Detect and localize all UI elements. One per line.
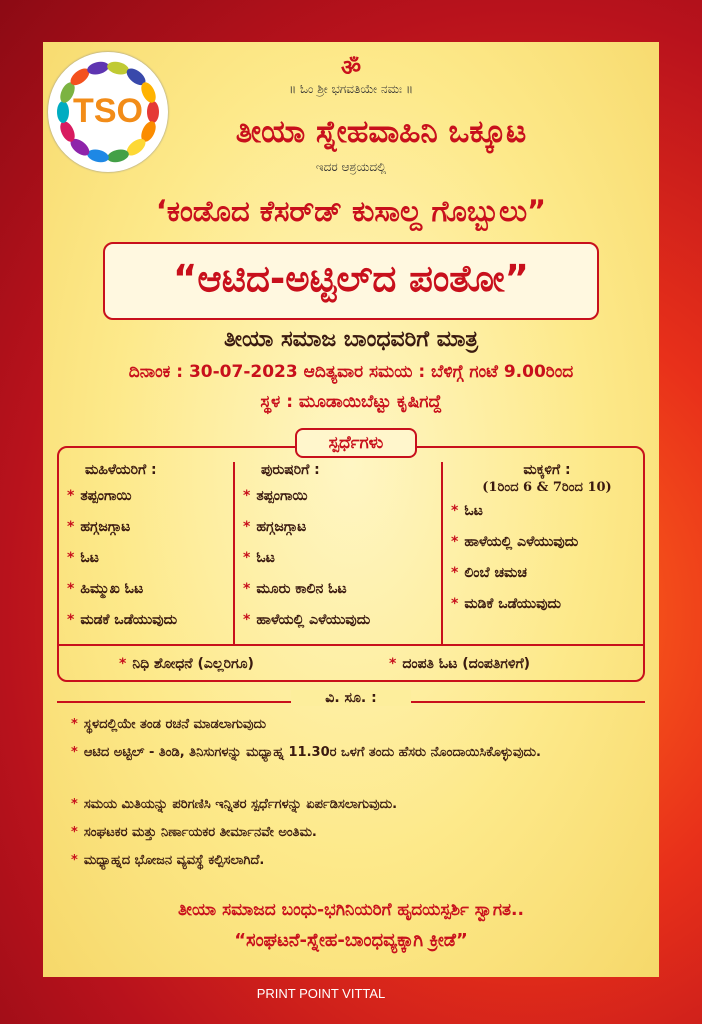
slogan-line: “ಸಂಘಟನೆ-ಸ್ನೇಹ-ಬಾಂಧವ್ಯಕ್ಕಾಗಿ ಕ್ರೀಡೆ” bbox=[234, 930, 468, 951]
list-item: * ಮಡಕೆ ಒಡೆಯುವುದು bbox=[67, 612, 178, 628]
note-item: * ಆಟಿದ ಅಟ್ಟಿಲ್ - ತಿಂಡಿ, ತಿನಿಸುಗಳನ್ನು ಮಧ್ಯಾಹ್ನ 11.30ರ ಒಳಗೆ ತಂದು ಹೆಸರು ನೊಂದಾಯಿಸಿಕೊಳ್ಳುವುದು. bbox=[71, 745, 541, 760]
list-item: * ಮಡಿಕೆ ಒಡೆಯುವುದು bbox=[451, 596, 561, 612]
common-item: * ದಂಪತಿ ಓಟ (ದಂಪತಿಗಳಿಗೆ) bbox=[389, 656, 531, 672]
note-item: * ಸಮಯ ಮಿತಿಯನ್ನು ಪರಿಗಣಿಸಿ ಇನ್ನಿತರ ಸ್ಪರ್ಧೆಗಳನ್ನು ಏರ್ಪಡಿಸಲಾಗುವುದು. bbox=[71, 797, 398, 812]
note-item: * ಸಂಘಟಕರ ಮತ್ತು ನಿರ್ಣಾಯಕರ ತೀರ್ಮಾನವೇ ಅಂತಿಮ. bbox=[71, 825, 317, 840]
venue-line: ಸ್ಥಳ : ಮೂಡಾಯಿಬೆಟ್ಟು ಕೃಷಿಗದ್ದೆ bbox=[260, 392, 442, 412]
welcome-line: ತೀಯಾ ಸಮಾಜದ ಬಂಧು-ಭಗಿನಿಯರಿಗೆ ಹೃದಯಸ್ಪರ್ಶಿ ಸ್ವಾಗತ.. bbox=[178, 900, 524, 920]
logo-text: TSO bbox=[73, 92, 143, 130]
women-column bbox=[59, 462, 235, 644]
age-groups-note: (1ರಿಂದ 6 & 7ರಿಂದ 10) bbox=[482, 480, 612, 495]
list-item: * ಹಗ್ಗಜಗ್ಗಾಟ bbox=[67, 519, 131, 535]
list-item: * ತಪ್ಪಂಗಾಯಿ bbox=[243, 488, 308, 504]
printer-credit: PRINT POINT VITTAL bbox=[256, 986, 386, 1001]
poster bbox=[43, 42, 659, 977]
list-item: * ಹಗ್ಗಜಗ್ಗಾಟ bbox=[243, 519, 307, 535]
list-item: * ಹಾಳೆಯಲ್ಲಿ ಎಳೆಯುವುದು bbox=[243, 612, 371, 628]
date-time-line: ದಿನಾಂಕ : 30-07-2023 ಆದಿತ್ಯವಾರ ಸಮಯ : ಬೆಳಿಗ್ಗೆ ಗಂಟೆ 9.00ರಿಂದ bbox=[128, 362, 574, 382]
column-title: ಮಹಿಳೆಯರಿಗೆ : bbox=[85, 462, 157, 478]
list-item: * ಓಟ bbox=[243, 550, 275, 566]
column-title: ಪುರುಷರಿಗೆ : bbox=[261, 462, 320, 478]
om-symbol: ॐ bbox=[340, 56, 362, 81]
note-item: * ಸ್ಥಳದಲ್ಲಿಯೇ ತಂಡ ರಚನೆ ಮಾಡಲಾಗುವುದು bbox=[71, 717, 267, 732]
list-item: * ಹಿಮ್ಮುಖ ಓಟ bbox=[67, 581, 144, 597]
men-column bbox=[235, 462, 443, 644]
children-column bbox=[443, 462, 643, 644]
audience-line: ತೀಯಾ ಸಮಾಜ ಬಾಂಧವರಿಗೆ ಮಾತ್ರ bbox=[223, 327, 478, 352]
note-item: * ಮಧ್ಯಾಹ್ನದ ಭೋಜನ ವ್ಯವಸ್ಥೆ ಕಲ್ಪಿಸಲಾಗಿದೆ. bbox=[71, 853, 265, 868]
list-item: * ಓಟ bbox=[67, 550, 99, 566]
notes-heading: ವಿ. ಸೂ. : bbox=[291, 690, 411, 706]
organization-name: ತೀಯಾ ಸ್ನೇಹವಾಹಿನಿ ಒಕ್ಕೂಟ bbox=[235, 114, 527, 150]
common-competitions bbox=[59, 644, 643, 682]
prayer-line: ॥ ಓಂ ಶ್ರೀ ಭಗವತಿಯೇ ನಮಃ ॥ bbox=[288, 82, 414, 96]
list-item: * ಓಟ bbox=[451, 503, 483, 519]
list-item: * ಹಾಳೆಯಲ್ಲಿ ಎಳೆಯುವುದು bbox=[451, 534, 579, 550]
competitions-box bbox=[57, 446, 645, 682]
common-item: * ನಿಧಿ ಶೋಧನೆ (ಎಲ್ಲರಿಗೂ) bbox=[119, 656, 254, 672]
competitions-heading: ಸ್ಪರ್ಧೆಗಳು bbox=[295, 428, 417, 458]
event-main-title: “ಆಟಿದ-ಅಟ್ಟಿಲ್‌ದ ಪಂತೋ” bbox=[103, 242, 599, 320]
column-title: ಮಕ್ಕಳಿಗೆ : bbox=[523, 462, 571, 478]
list-item: * ತಪ್ಪಂಗಾಯಿ bbox=[67, 488, 132, 504]
list-item: * ಲಿಂಬೆ ಚಮಚ bbox=[451, 565, 527, 581]
event-tagline: ‘ಕಂಡೊದ ಕೆಸರ್‌ಡ್ ಕುಸಾಲ್ದ ಗೊಬ್ಬುಲು” bbox=[155, 194, 547, 228]
auspices-line: ಇದರ ಆಶ್ರಯದಲ್ಲಿ bbox=[315, 160, 387, 174]
list-item: * ಮೂರು ಕಾಲಿನ ಓಟ bbox=[243, 581, 347, 597]
